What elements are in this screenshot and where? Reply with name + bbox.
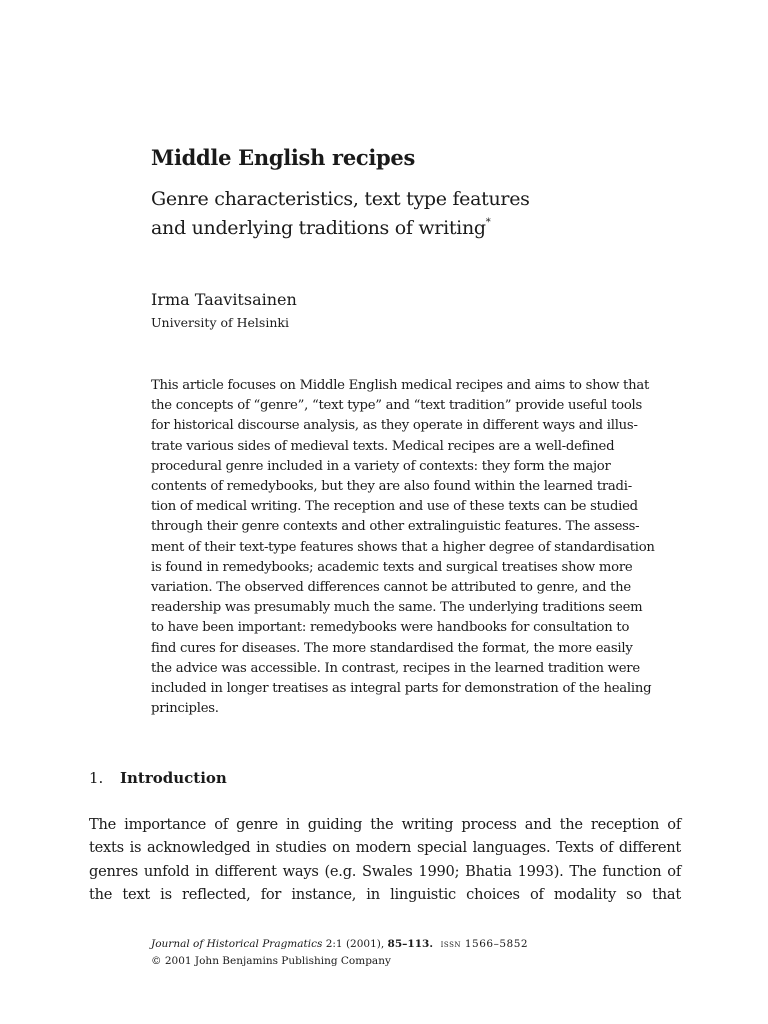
journal-volume: 2:1 (2001), [322, 938, 388, 950]
page-range: 85–113. [387, 938, 433, 950]
abstract-line: the advice was accessible. In contrast, recipes in the learned tradition were [151, 660, 640, 676]
abstract-line: tion of medical writing. The reception and use of these texts can be studied [151, 499, 638, 515]
section-number: 1. [89, 769, 104, 787]
abstract-line: This article focuses on Middle English medical recipes and aims to show that [151, 378, 650, 393]
body-line: texts is acknowledged in studies on modern special languages. Texts of different [89, 839, 681, 857]
article-title: Middle English recipes [151, 145, 416, 170]
abstract-line: included in longer treatises as integral parts for demonstration of the healing [151, 681, 652, 697]
abstract-line: the concepts of “genre”, “text type” and “text tradition” provide useful tools [151, 398, 643, 414]
abstract-line: ment of their text-type features shows that a higher degree of standardisation [151, 539, 655, 555]
abstract-line: principles. [151, 701, 219, 717]
copyright-line: © 2001 John Benjamins Publishing Company [151, 954, 391, 967]
page-footer [151, 936, 528, 969]
abstract [151, 376, 681, 719]
abstract-line: variation. The observed differences cannot be attributed to genre, and the [151, 580, 631, 596]
abstract-line: to have been important: remedybooks were handbooks for consultation to [151, 620, 630, 636]
body-paragraph [89, 813, 681, 907]
abstract-line: through their genre contexts and other extralinguistic features. The assess- [151, 519, 640, 535]
body-line: The importance of genre in guiding the writing process and the reception of [89, 816, 681, 833]
article-subtitle [151, 185, 530, 243]
abstract-line: readership was presumably much the same. The underlying traditions seem [151, 600, 643, 616]
section-heading [89, 766, 227, 790]
body-line: the text is reflected, for instance, in linguistic choices of modality so that [89, 886, 681, 904]
issn: issn 1566–5852 [432, 938, 529, 950]
body-line: genres unfold in different ways (e.g. Swales 1990; Bhatia 1993). The function of [89, 862, 681, 880]
abstract-line: trate various sides of medieval texts. Medical recipes are a well-defined [151, 438, 615, 454]
journal-name: Journal of Historical Pragmatics [151, 938, 323, 950]
abstract-line: procedural genre included in a variety of contexts: they form the major [151, 458, 611, 474]
abstract-line: is found in remedybooks; academic texts and surgical treatises show more [151, 559, 633, 575]
abstract-line: find cures for diseases. The more standardised the format, the more easily [151, 640, 633, 656]
citation-line [151, 936, 528, 953]
abstract-line: contents of remedybooks, but they are also found within the learned tradi- [151, 479, 632, 495]
author-affiliation: University of Helsinki [151, 315, 289, 330]
subtitle-line: and underlying traditions of writing [151, 217, 486, 239]
author-name: Irma Taavitsainen [151, 290, 297, 309]
abstract-line: for historical discourse analysis, as they operate in different ways and illus- [151, 418, 638, 434]
footnote-marker[interactable]: * [485, 217, 491, 228]
subtitle-line: Genre characteristics, text type features [151, 188, 530, 210]
section-title: Introduction [120, 769, 227, 787]
subtitle-line-with-note [151, 214, 530, 243]
